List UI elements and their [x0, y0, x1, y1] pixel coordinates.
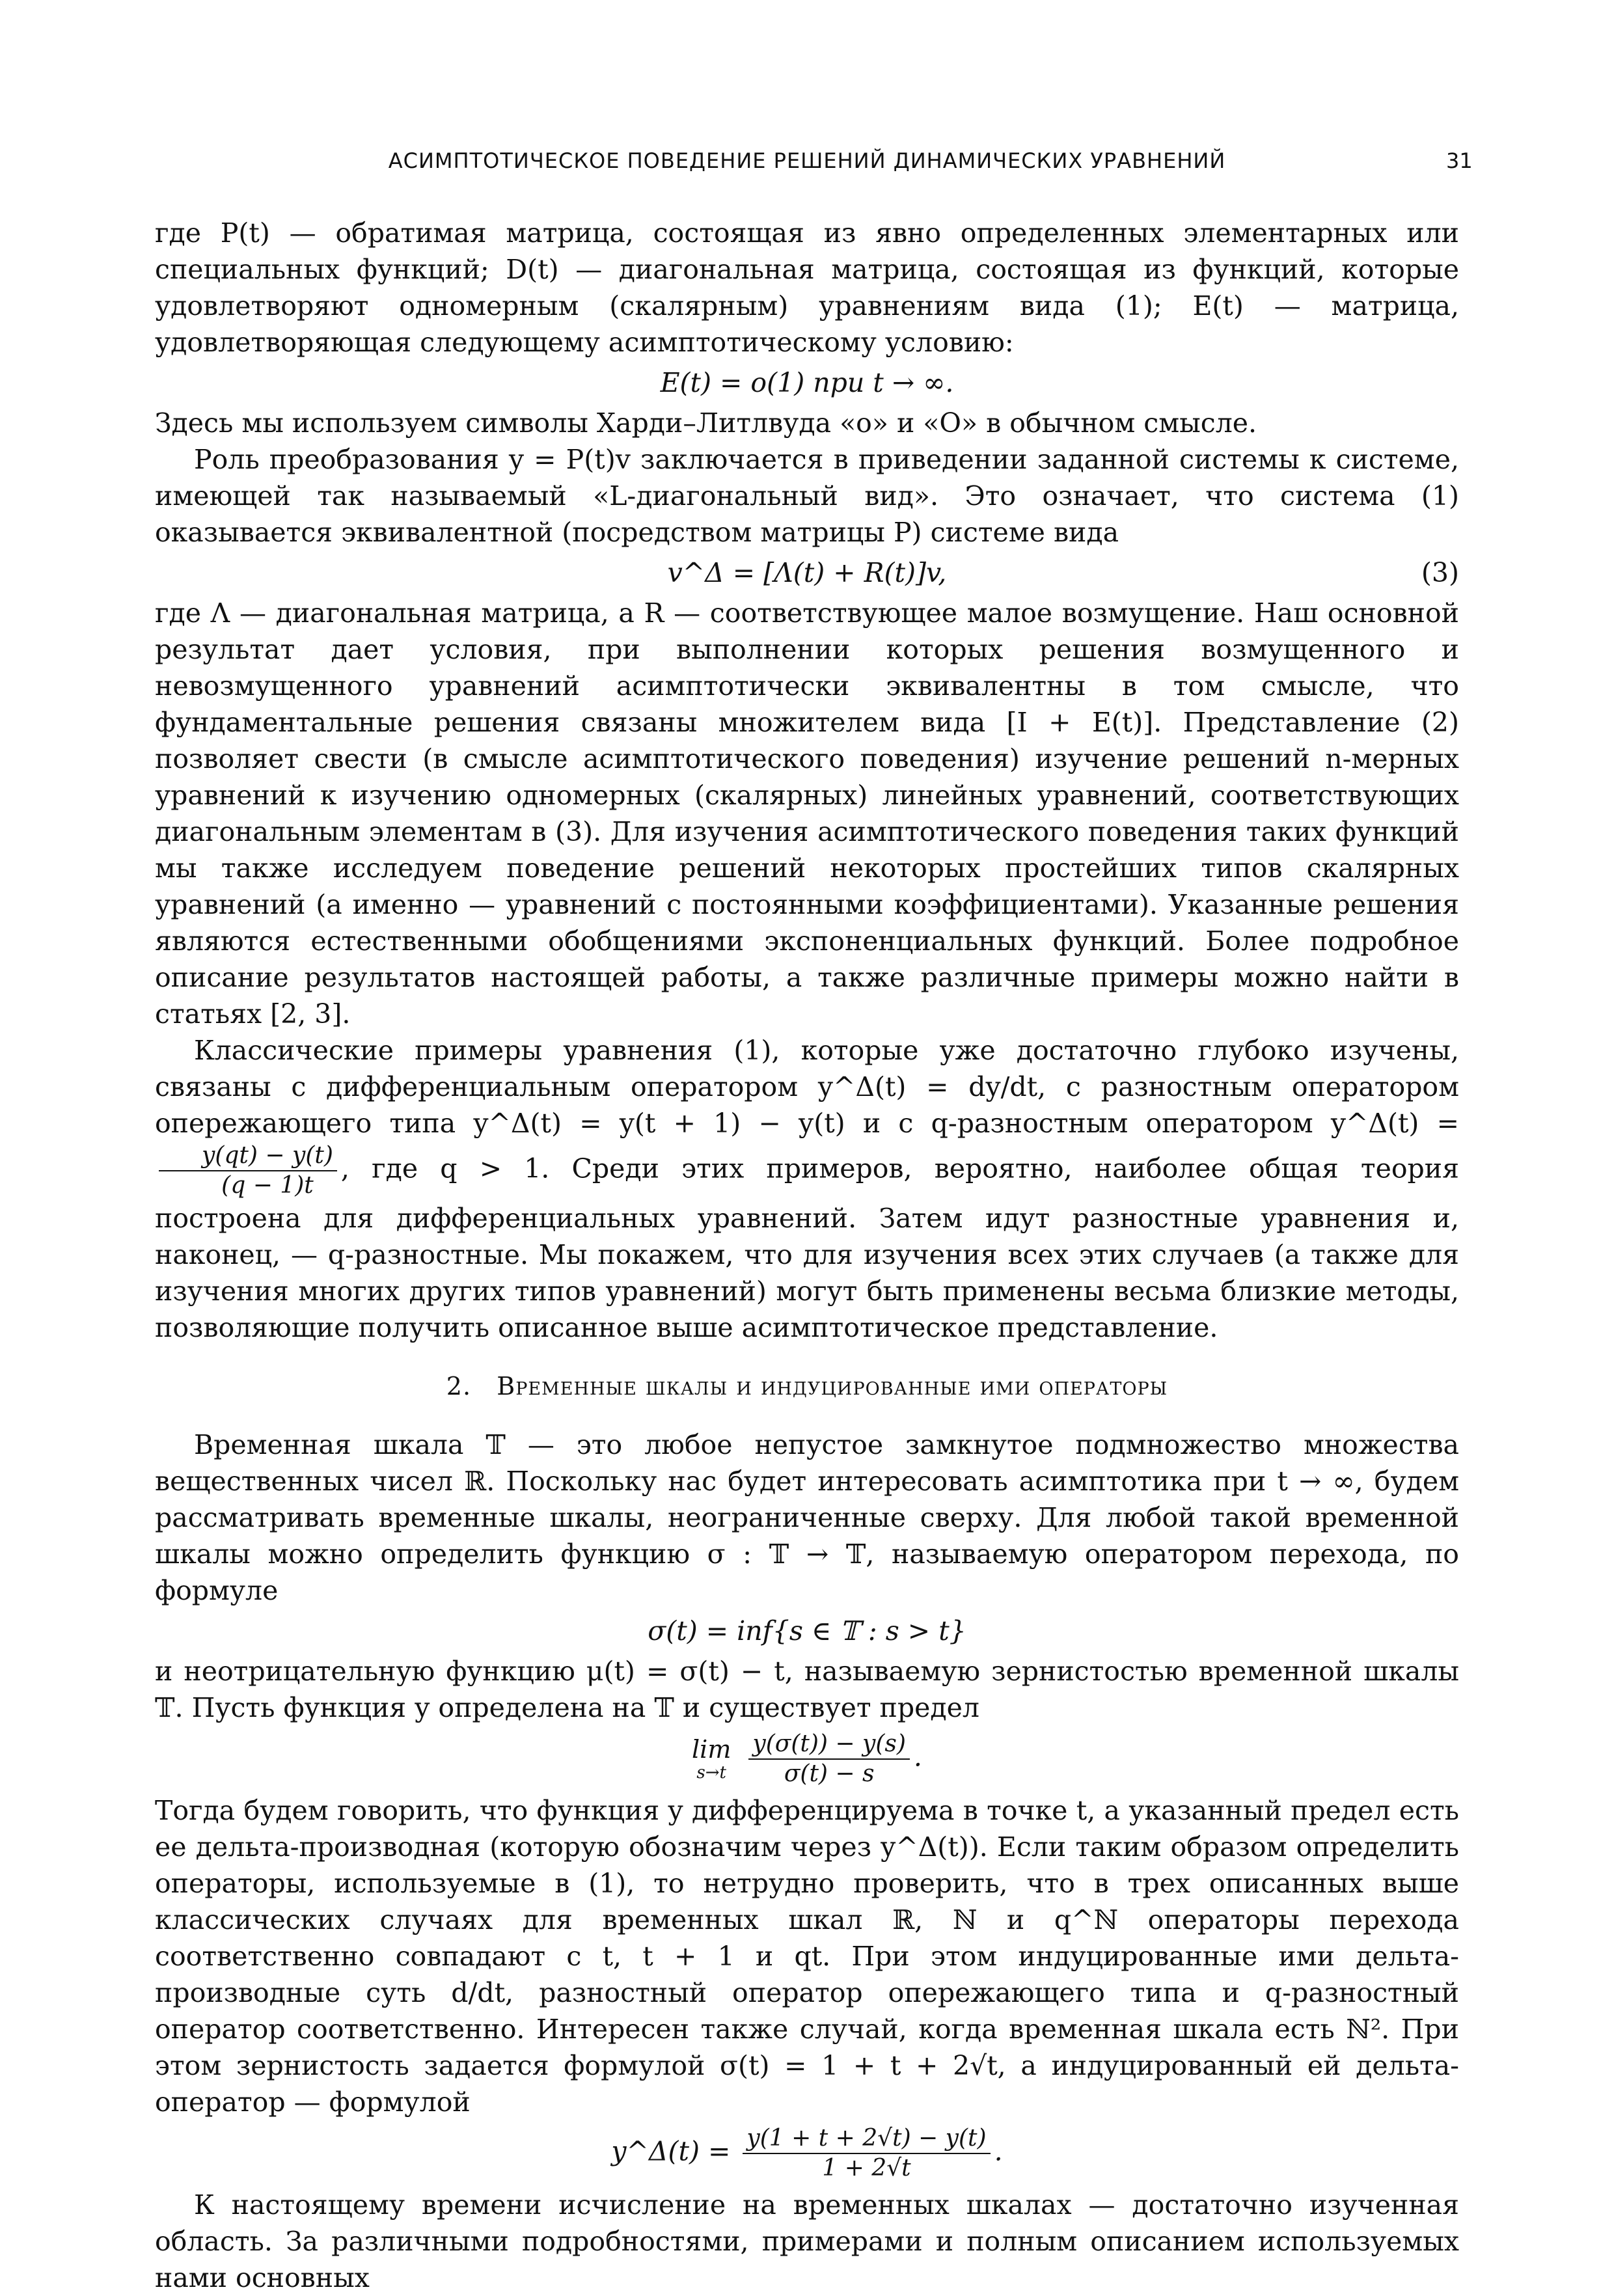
limit-fraction — [748, 1730, 910, 1788]
limit-denominator: σ(t) − s — [784, 1760, 875, 1787]
equation-e-asymptotic: E(t) = o(1) при t → ∞. — [660, 367, 954, 398]
equation-limit: lim s→t $\frac{y(\sigma(t)) - y(s)}{\sigma(t) - s}$ . — [692, 1730, 922, 1787]
q-fraction-numerator: y(qt) − y(t) — [159, 1141, 337, 1171]
paragraph-5-part-b: , где q > 1. Среди этих примеров, вероятно, наиболее общая теория построена для дифференциальных уравнений. Затем идут разностные уравнения и, наконец, — q-разностные. Мы покажем, что для изучения всех этих случаев (а также для изучения многих других типов уравнений) могут быть применены весьма близкие методы, позволяющие получить описанное выше асимптотическое представление. — [155, 1153, 1459, 1343]
equation-3-body: v^Δ = [Λ(t) + R(t)]v, — [667, 557, 947, 588]
section-title: Временные шкалы и индуцированные ими операторы — [497, 1372, 1168, 1401]
equation-delta-operator: y^Δ(t) = $\frac{y(1 + t + 2√t) - y(t)}{1 + 2√t}$ . — [611, 2125, 1003, 2181]
q-difference-fraction — [159, 1141, 337, 1200]
delta-operator-numerator: y(1 + t + 2√t) − y(t) — [743, 2124, 990, 2154]
equation-3 — [155, 554, 1459, 591]
equation-3-number: (3) — [1421, 557, 1459, 588]
q-fraction-denominator: (q − 1)t — [221, 1172, 314, 1199]
paragraph-8: Тогда будем говорить, что функция y дифференцируема в точке t, а указанный предел есть ее дельта-производная (которую обозначим через y^Δ(t)). Если таким образом определить операторы, используемые в (1), то нетрудно проверить, что в трех описанных выше классических случаях для временных шкал ℝ, ℕ и q^ℕ операторы перехода соответственно совпадают с t, t + 1 и qt. При этом индуцированные ими дельта-производные суть d/dt, разностный оператор опережающего типа и q-разностный оператор соответственно. Интересен также случай, когда временная шкала есть ℕ². При этом зернистость задается формулой σ(t) = 1 + t + 2√t, а индуцированный ей дельта-оператор — формулой — [155, 1795, 1459, 2118]
paragraph-1: где P(t) — обратимая матрица, состоящая из явно определенных элементарных или специальных функций; D(t) — диагональная матрица, состоящая из функций, которые удовлетворяют одномерным (скалярным) уравнениям вида (1); E(t) — матрица, удовлетворяющая следующему асимптотическому условию: — [155, 217, 1459, 358]
paragraph-2: Здесь мы используем символы Харди–Литлвуда «o» и «O» в обычном смысле. — [155, 407, 1257, 439]
delta-operator-lhs: y^Δ(t) = — [611, 2135, 731, 2167]
paragraph-5 — [155, 1032, 1459, 1346]
delta-operator-denominator: 1 + 2√t — [822, 2155, 911, 2181]
paragraph-5-part-a: Классические примеры уравнения (1), которые уже достаточно глубоко изучены, связаны с дифференциальным оператором y^Δ(t) = dy/dt, с разностным оператором опережающего типа y^Δ(t) = y(t + 1) − y(t) и с q-разностным оператором y^Δ(t) = — [155, 1035, 1459, 1139]
delta-operator-fraction — [743, 2124, 990, 2183]
paragraph-6: Временная шкала 𝕋 — это любое непустое замкнутое подмножество множества вещественных чисел ℝ. Поскольку нас будет интересовать асимптотика при t → ∞, будем рассматривать временные шкалы, неограниченные сверху. Для любой такой временной шкалы можно определить функцию σ : 𝕋 → 𝕋, называемую оператором перехода, по формуле — [155, 1429, 1459, 1606]
section-number: 2. — [446, 1372, 472, 1401]
paragraph-9: К настоящему времени исчисление на временных шкалах — достаточно изученная область. За различными подробностями, примерами и полным описанием используемых нами основных — [155, 2189, 1459, 2293]
running-title: АСИМПТОТИЧЕСКОЕ ПОВЕДЕНИЕ РЕШЕНИЙ ДИНАМИЧЕСКИХ УРАВНЕНИЙ — [388, 148, 1226, 173]
section-heading — [155, 1368, 1459, 1404]
limit-label: lim — [692, 1735, 732, 1764]
limit-subscript: s→t — [696, 1763, 726, 1783]
paragraph-4: где Λ — диагональная матрица, а R — соответствующее малое возмущение. Наш основной результат дает условия, при выполнении которых решения возмущенного и невозмущенного уравнений асимптотически эквивалентны в том смысле, что фундаментальные решения связаны множителем вида [I + E(t)]. Представление (2) позволяет свести (в смысле асимптотического поведения) изучение решений n-мерных уравнений к изучению одномерных (скалярных) линейных уравнений, соответствующих диагональным элементам в (3). Для изучения асимптотического поведения таких функций мы также исследуем поведение решений некоторых простейших типов скалярных уравнений (а именно — уравнений с постоянными коэффициентами). Указанные решения являются естественными обобщениями экспоненциальных функций. Более подробное описание результатов настоящей работы, а также различные примеры можно найти в статьях [2, 3]. — [155, 597, 1459, 1030]
body-text — [155, 215, 1459, 2296]
limit-operator — [692, 1736, 731, 1783]
page-number: 31 — [1446, 148, 1473, 173]
paragraph-7: и неотрицательную функцию μ(t) = σ(t) − t, называемую зернистостью временной шкалы 𝕋. Пусть функция y определена на 𝕋 и существует предел — [155, 1656, 1459, 1723]
paragraph-3: Роль преобразования y = P(t)v заключается в приведении заданной системы к системе, имеющей так называемый «L-диагональный вид». Это означает, что система (1) оказывается эквивалентной (посредством матрицы P) системе вида — [155, 444, 1459, 548]
limit-numerator: y(σ(t)) − y(s) — [748, 1730, 910, 1760]
equation-sigma: σ(t) = inf{s ∈ 𝕋 : s > t} — [648, 1615, 966, 1647]
